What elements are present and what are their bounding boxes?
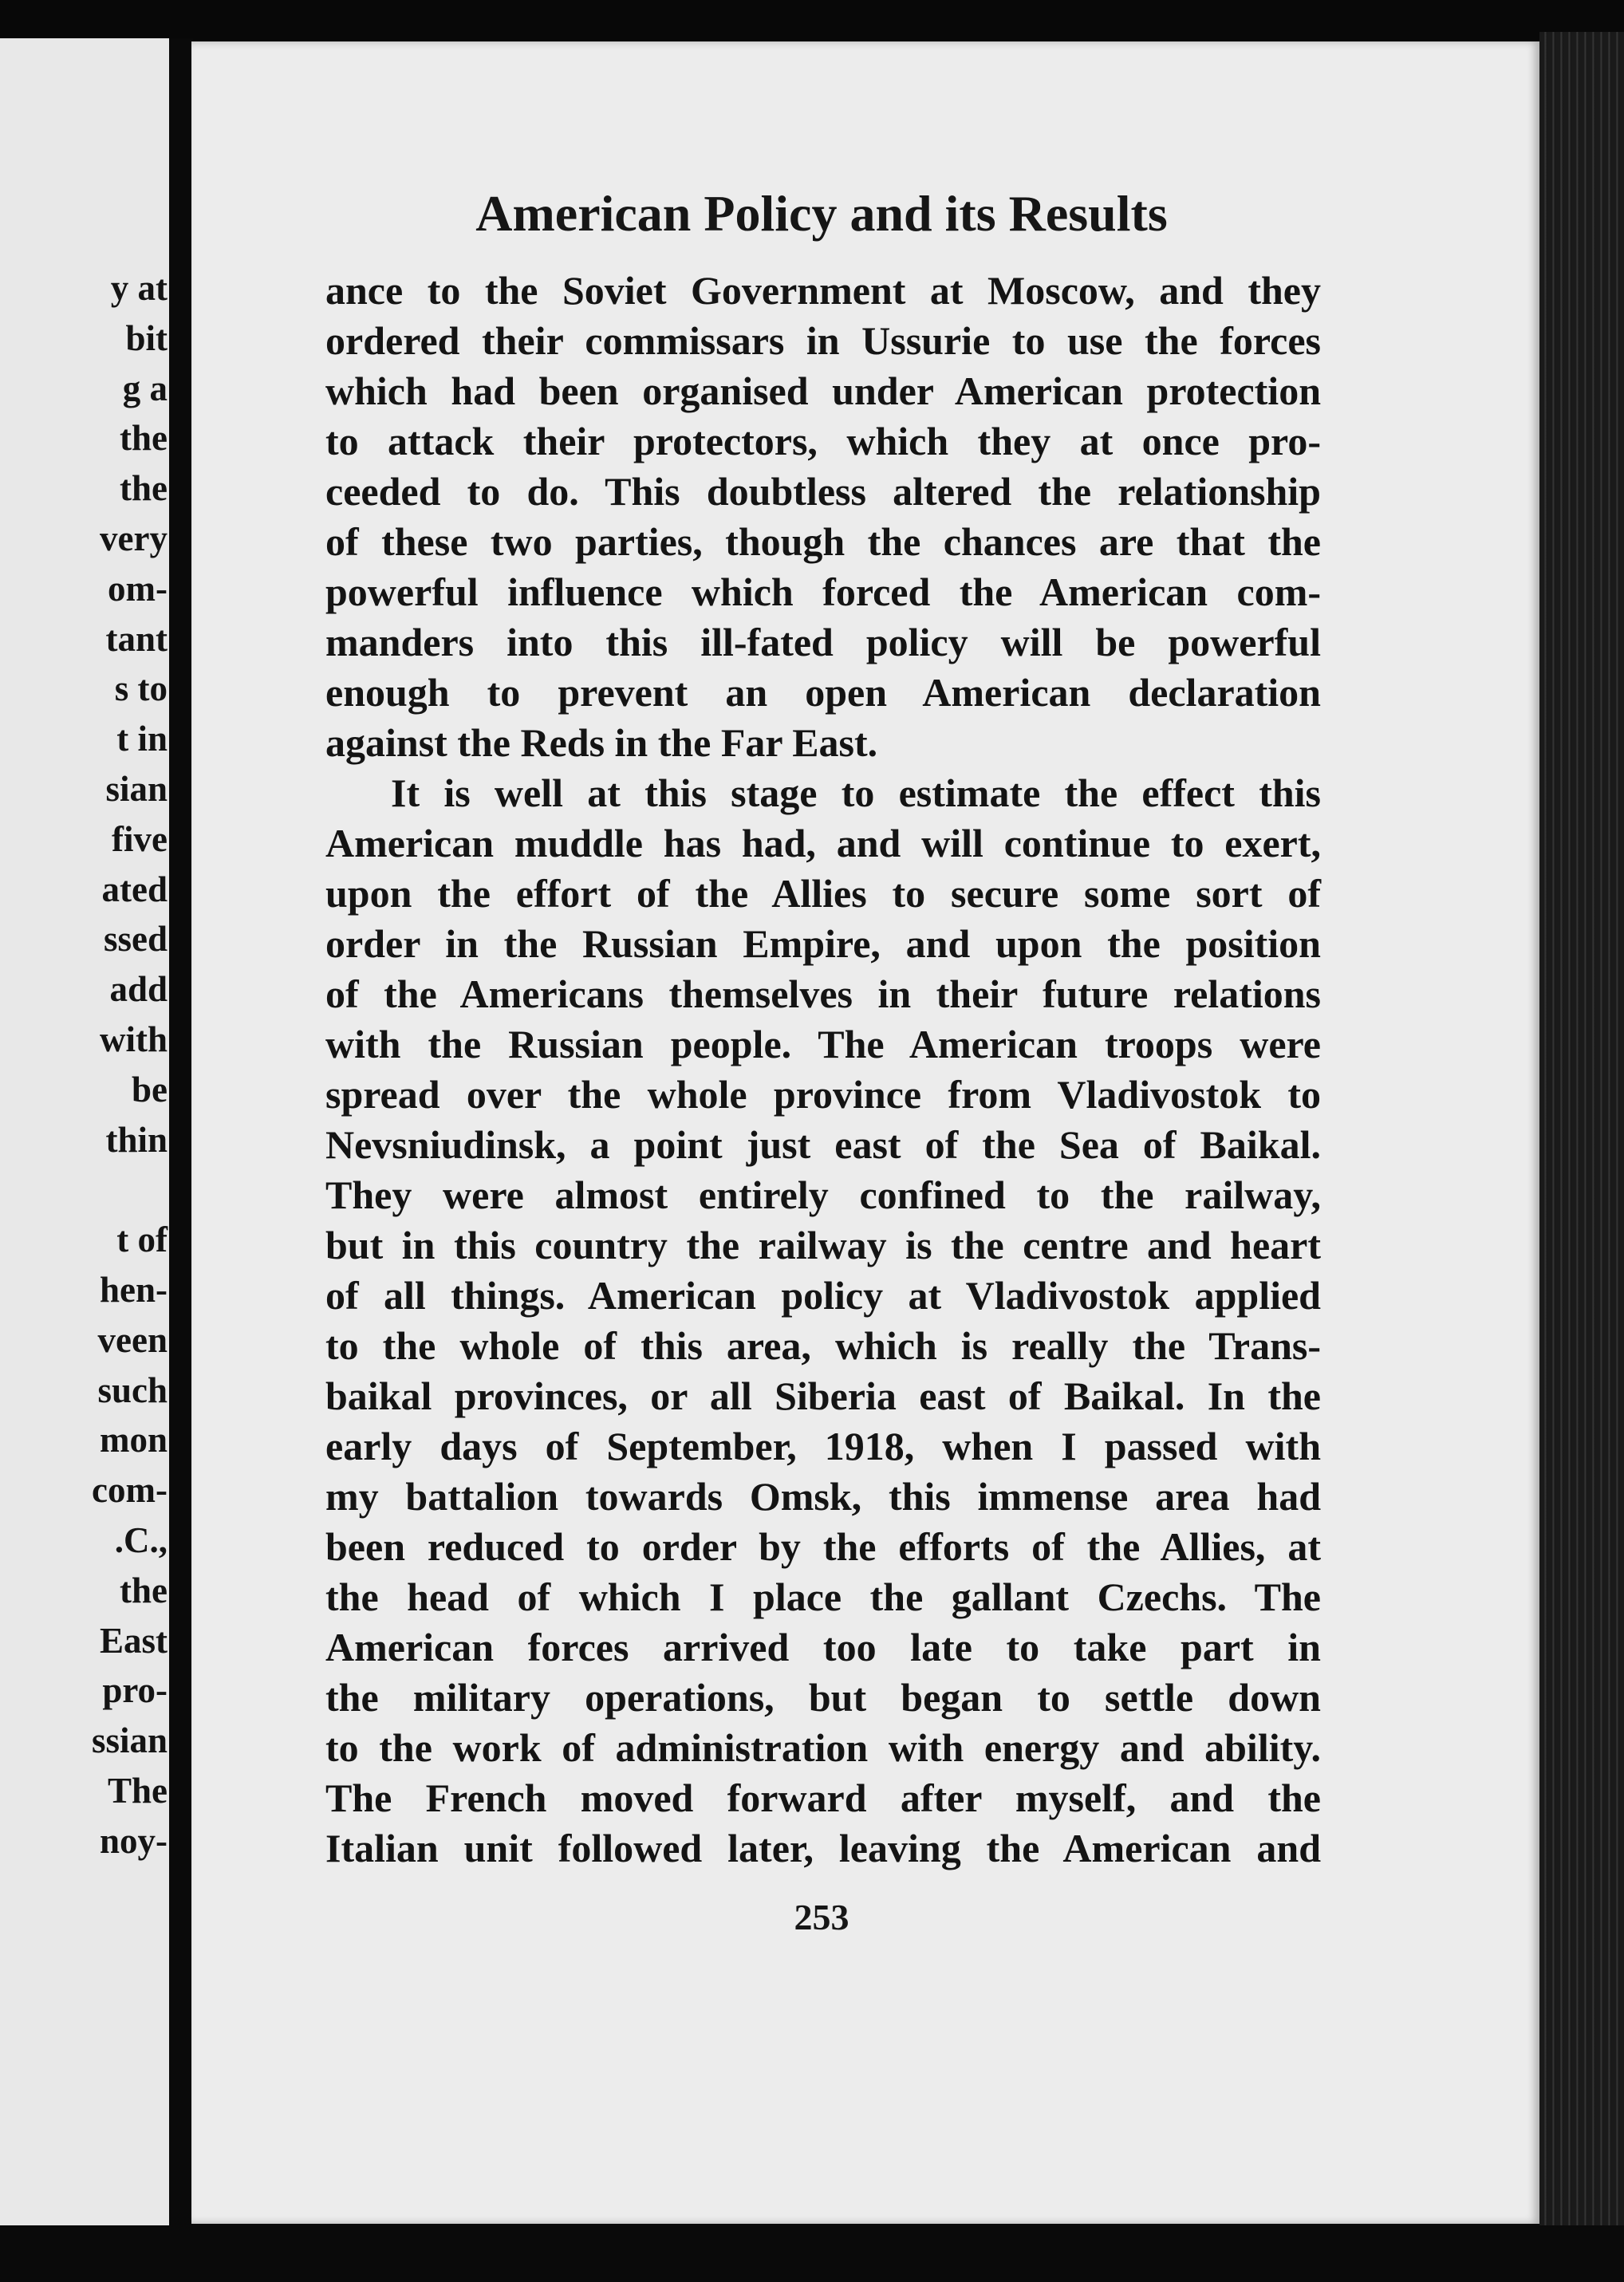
text-line: order in the Russian Empire, and upon the position <box>325 921 1321 966</box>
previous-page-fragment: ssed <box>103 919 168 960</box>
text-line: manders into this ill-fated policy will be powerful <box>325 620 1321 664</box>
text-line: It is well at this stage to estimate the effect this <box>391 771 1321 815</box>
previous-page-fragment: the <box>120 418 168 459</box>
text-line: ceeded to do. This doubtless altered the relationship <box>325 469 1321 514</box>
text-line: Italian unit followed later, leaving the American and <box>325 1826 1321 1870</box>
previous-page-fragment: hen- <box>99 1269 168 1310</box>
text-line: American forces arrived too late to take part in <box>325 1625 1321 1669</box>
previous-page-fragment: s to <box>114 668 168 709</box>
previous-page-fragment <box>8 1165 168 1215</box>
scan-border-top <box>0 0 1624 41</box>
text-line: upon the effort of the Allies to secure some sort of <box>325 871 1321 916</box>
text-line: to the whole of this area, which is really the Trans- <box>325 1323 1321 1368</box>
text-line: of the Americans themselves in their future relations <box>325 972 1321 1016</box>
previous-page-fragment: com- <box>92 1470 168 1511</box>
previous-page-fragment: with <box>99 1019 168 1059</box>
text-line: against the Reds in the Far East. <box>325 720 878 765</box>
text-line: spread over the whole province from Vladivostok to <box>325 1072 1321 1117</box>
previous-page-fragment: noy- <box>99 1820 168 1861</box>
previous-page-fragment: very <box>100 518 168 558</box>
previous-page-fragment: sian <box>105 768 168 809</box>
previous-page-fragment: veen <box>97 1319 168 1360</box>
text-line: ance to the Soviet Government at Moscow, and they <box>325 268 1321 313</box>
previous-page-fragment: .C., <box>114 1519 168 1560</box>
previous-page-fragment: bit <box>125 317 168 358</box>
previous-page-fragment: add <box>109 969 168 1010</box>
previous-page-fragment: be <box>132 1069 168 1109</box>
previous-page-fragment: ated <box>101 869 168 909</box>
previous-page-fragment: y at <box>110 268 168 308</box>
previous-page-fragment: the <box>120 1570 168 1610</box>
previous-page-fragment: t of <box>116 1220 168 1260</box>
text-line: of all things. American policy at Vladivostok applied <box>325 1273 1321 1318</box>
text-line: the military operations, but began to settle down <box>325 1675 1321 1720</box>
previous-page-fragment: om- <box>108 568 168 609</box>
text-line: Nevsniudinsk, a point just east of the Sea of Baikal. <box>325 1122 1321 1167</box>
previous-page-fragment: tant <box>105 618 168 659</box>
previous-page-edge <box>0 38 169 2236</box>
text-line: They were almost entirely confined to the railway, <box>325 1173 1321 1217</box>
text-line: to attack their protectors, which they at once pro- <box>325 419 1321 463</box>
running-head: American Policy and its Results <box>475 185 1168 242</box>
text-line: American muddle has had, and will continue to exert, <box>325 821 1321 865</box>
previous-page-fragment: t in <box>116 719 168 759</box>
text-line: powerful influence which forced the American com- <box>325 570 1321 614</box>
previous-page-fragment: five <box>112 818 168 859</box>
previous-page-fragment: g a <box>122 368 168 408</box>
previous-page-fragment: the <box>120 468 168 509</box>
text-line: but in this country the railway is the centre and heart <box>325 1223 1321 1267</box>
previous-page-fragment: The <box>107 1770 168 1811</box>
text-line: my battalion towards Omsk, this immense area had <box>325 1474 1321 1519</box>
scan-border-bottom <box>0 2225 1624 2282</box>
previous-page-fragment: East <box>99 1620 168 1661</box>
text-line: the head of which I place the gallant Czechs. The <box>325 1575 1321 1619</box>
text-line: with the Russian people. The American troops were <box>325 1022 1321 1066</box>
page-number: 253 <box>794 1897 849 1937</box>
text-line: early days of September, 1918, when I passed with <box>325 1424 1321 1468</box>
previous-page-fragment: ssian <box>91 1720 168 1761</box>
previous-page-fragment: thin <box>105 1119 168 1160</box>
page-stack-edge <box>1539 32 1624 2241</box>
text-line: to the work of administration with energy and ability. <box>325 1725 1321 1770</box>
text-line: The French moved forward after myself, and the <box>325 1776 1321 1820</box>
previous-page-fragment: mon <box>99 1420 168 1460</box>
text-line: which had been organised under American protection <box>325 369 1321 413</box>
book-gutter <box>169 38 193 2248</box>
text-line: ordered their commissars in Ussurie to use the forces <box>325 318 1321 363</box>
text-line: of these two parties, though the chances are that the <box>325 519 1321 564</box>
previous-page-fragment: such <box>97 1370 168 1410</box>
text-line: been reduced to order by the efforts of the Allies, at <box>325 1524 1321 1569</box>
body-text <box>325 266 1321 1874</box>
previous-page-fragment: pro- <box>102 1670 168 1711</box>
text-line: baikal provinces, or all Siberia east of Baikal. In the <box>325 1374 1321 1418</box>
text-line: enough to prevent an open American declaration <box>325 670 1321 715</box>
previous-page-fragments <box>8 263 168 1866</box>
